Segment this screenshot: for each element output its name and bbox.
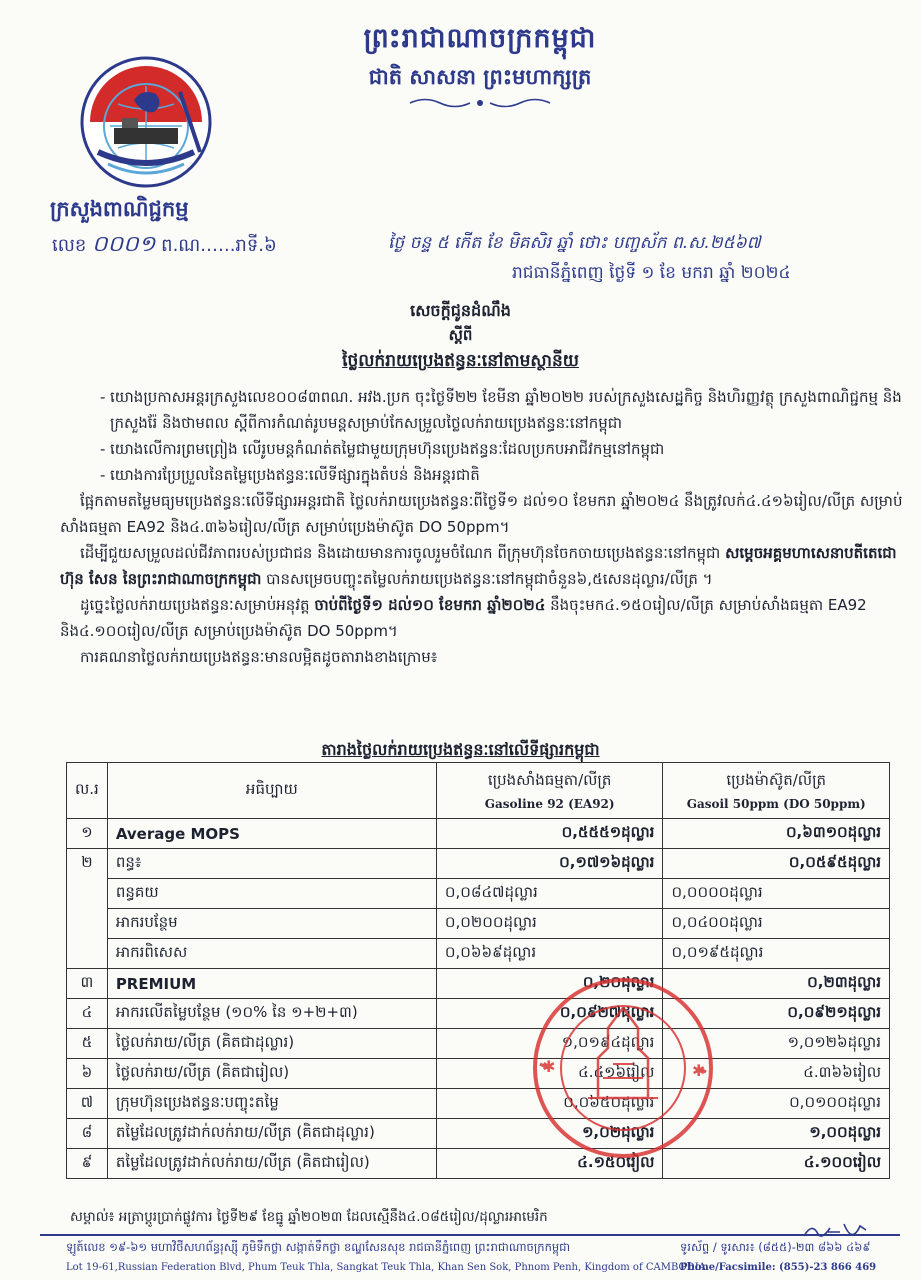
row-description: អាករលើតម្លៃបន្ថែម (១០% នៃ ១+២+៣) (107, 999, 436, 1029)
header-description: អធិប្បាយ (107, 763, 436, 819)
table-row (67, 1029, 890, 1059)
row-gasoline: ១,០២ដុល្លារ (436, 1119, 663, 1149)
table-row (67, 969, 890, 999)
paragraph-final-price (60, 592, 905, 644)
row-description: អាករពិសេស (107, 939, 436, 969)
reference-number (52, 230, 277, 262)
row-description: PREMIUM (107, 969, 436, 999)
reference-bullet: - យោងលើការព្រមព្រៀង លើរូបមន្តកំណត់តម្លៃជាមួយក្រុមហ៊ុនប្រេងឥន្ធនៈដែលប្រកបអាជីវកម្មនៅកម្ពុជា (100, 440, 665, 458)
table-row (67, 1059, 890, 1089)
bullet-text: យោងការប្រែប្រួលនៃតម្លៃប្រេងឥន្ធនៈលើទីផ្សារក្នុងតំបន់ និងអន្តរជាតិ (110, 466, 480, 484)
motto-heading: ជាតិ សាសនា ព្រះមហាក្សត្រ (368, 65, 592, 89)
header-diesel-km: ប្រេងម៉ាស៊ូត/លីត្រ (726, 770, 827, 789)
paragraph-discount (60, 540, 905, 592)
notice-body (60, 384, 905, 670)
row-diesel: ០,២៣ដុល្លារ (663, 969, 890, 999)
reference-suffix: ព.ណ.…..រាទី.៦ (161, 235, 277, 256)
row-description: Average MOPS (107, 819, 436, 849)
row-no-empty (67, 879, 108, 909)
row-description: ថ្លៃលក់រាយ/លីត្រ (គិតជាដុល្លារ) (107, 1029, 436, 1059)
row-no: ៩ (67, 1149, 108, 1179)
row-no: ៦ (67, 1059, 108, 1089)
row-description: តម្លៃដែលត្រូវដាក់លក់រាយ/លីត្រ (គិតជារៀល) (107, 1149, 436, 1179)
row-description: តម្លៃដែលត្រូវដាក់លក់រាយ/លីត្រ (គិតជាដុល្លារ) (107, 1119, 436, 1149)
row-gasoline: ០,០៨៤៧ដុល្លារ (436, 879, 663, 909)
paragraph-final-start: ដូច្នេះថ្លៃលក់រាយប្រេងឥន្ធនៈសម្រាប់អនុវត្ត (80, 596, 310, 614)
row-diesel: ០,០១៩៥ដុល្លារ (663, 939, 890, 969)
fuel-price-table (66, 762, 890, 1179)
row-description: ពន្ធ៖ (107, 849, 436, 879)
row-description: ក្រុមហ៊ុនប្រេងឥន្ធនៈបញ្ចុះតម្លៃ (107, 1089, 436, 1119)
place-and-date: រាជធានីភ្នំពេញ ថ្ងៃទី ១ ខែ មករា ឆ្នាំ ២០២៤ (512, 263, 791, 283)
footer-address-en: Lot 19-61,Russian Federation Blvd, Phum Teuk Thla, Sangkat Teuk Thla, Khan Sen Sok, Phnom Penh, Kingdom of CAMBODIA (66, 1262, 706, 1273)
row-diesel: ០,០១០០ដុល្លារ (663, 1089, 890, 1119)
notice-subject: ថ្លៃលក់រាយប្រេងឥន្ធនៈនៅតាមស្ថានីយ (342, 351, 579, 371)
table-row (67, 1119, 890, 1149)
bullet-text: យោងប្រកាសអន្តរក្រសួងលេខ០០៨៣ពណ. អវង.ប្រក ចុះថ្ងៃទី២២ ខែមីនា ឆ្នាំ២០២២ របស់ក្រសួងសេដ្ឋកិច្ច និងហិរញ្ញវត្ថុ ក្រសួងពាណិជ្ជកម្ម និងក្រសួងរ៉ែ និងថាមពល ស្ដីពីការកំណត់រូបមន្តសម្រាប់កែសម្រួលថ្លៃលក់រាយប្រេងឥន្ធនៈនៅកម្ពុជា (110, 388, 902, 432)
svg-text:✱: ✱ (692, 1061, 706, 1080)
row-diesel: ០,០៤០០ដុល្លារ (663, 909, 890, 939)
reference-prefix: លេខ (52, 235, 87, 256)
row-no: ៨ (67, 1119, 108, 1149)
table-row (67, 1089, 890, 1119)
row-diesel: ០,០៩២១ដុល្លារ (663, 999, 890, 1029)
row-gasoline: ០,៥៥៥១ដុល្លារ (436, 819, 663, 849)
reference-bullet: - យោងការប្រែប្រួលនៃតម្លៃប្រេងឥន្ធនៈលើទីផ្សារក្នុងតំបន់ និងអន្តរជាតិ (100, 466, 480, 484)
row-diesel: ០,០០០០ដុល្លារ (663, 879, 890, 909)
table-row (67, 1149, 890, 1179)
header-gasoline-en: Gasoline 92 (EA92) (484, 796, 615, 811)
row-gasoline: ៤.៤១៦រៀល (436, 1059, 663, 1089)
row-no: ១ (67, 819, 108, 849)
table-row (67, 819, 890, 849)
row-diesel: ០,៦៣១០ដុល្លារ (663, 819, 890, 849)
ministry-logo (76, 52, 216, 192)
footer-phone-km: ទូរស័ព្ទ / ទូរសារ៖ (៨៥៥)-២៣ ៨៦៦ ៤៦៩ (680, 1240, 871, 1254)
ornament-divider (405, 96, 555, 110)
table-row (67, 999, 890, 1029)
table-header-row (67, 763, 890, 819)
table-title: តារាងថ្លៃលក់រាយប្រេងឥន្ធនៈនៅលើទីផ្សារកម្ពុជា (321, 740, 600, 759)
row-gasoline: ០,០៦៦៩ដុល្លារ (436, 939, 663, 969)
row-no-empty (67, 939, 108, 969)
bullet-text: យោងលើការព្រមព្រៀង លើរូបមន្តកំណត់តម្លៃជាមួយក្រុមហ៊ុនប្រេងឥន្ធនៈដែលប្រកបអាជីវកម្មនៅកម្ពុជា (110, 440, 665, 458)
row-gasoline: ០,១៧១៦ដុល្លារ (436, 849, 663, 879)
row-no: ៧ (67, 1089, 108, 1119)
paragraph-market-price: ផ្អែកតាមតម្លៃមធ្យមប្រេងឥន្ធនៈលើទីផ្សារអន្តរជាតិ ថ្លៃលក់រាយប្រេងឥន្ធនៈពីថ្ងៃទី១ ដល់១០ ខែមករា ឆ្នាំ២០២៤ នឹងត្រូវលក់៤.៤១៦រៀល/លីត្រ សម្រាប់សាំងធម្មតា EA92 និង៤.៣៦៦រៀល/លីត្រ សម្រាប់ប្រេងម៉ាស៊ូត DO 50ppm។ (60, 492, 903, 536)
row-description: ថ្លៃលក់រាយ/លីត្រ (គិតជារៀល) (107, 1059, 436, 1089)
paragraph-discount-start: ដើម្បីជួយសម្រួលដល់ជីវភាពរបស់ប្រជាជន និងដោយមានការចូលរួមចំណែក ពីក្រុមហ៊ុនចែកចាយប្រេងឥន្ធនៈនៅកម្ពុជា (80, 544, 721, 562)
footer-address-km: ឡូត៍លេខ ១៩-៦១ មហាវិថីសហព័ន្ធរុស្ស៊ី ភូមិទឹកថ្លា សង្កាត់ទឹកថ្លា ខណ្ឌសែនសុខ រាជធានីភ្នំពេញ ព្រះរាជាណាចក្រកម្ពុជា (66, 1240, 571, 1254)
paragraph-final-bold: ចាប់ពីថ្ងៃទី១ ដល់១០ ខែមករា ឆ្នាំ២០២៤ (314, 596, 546, 614)
paragraph-discount-bold: សម្ដេចអគ្គមហាសេនាបតីតេជោ ហ៊ុន សែន នៃព្រះរាជាណាចក្រកម្ពុជា (60, 544, 897, 588)
notice-subject-label: ស្ដីពី (448, 326, 473, 344)
svg-text:✱: ✱ (542, 1057, 556, 1076)
footer-phone-en: Phone/Facsimile: (855)-23 866 469 (680, 1262, 877, 1273)
notice-title: សេចក្ដីជូនដំណឹង (410, 301, 511, 320)
ministry-name: ក្រសួងពាណិជ្ជកម្ម (50, 197, 189, 221)
header-diesel (663, 763, 890, 819)
paragraph-discount-end: បានសម្រេចបញ្ចុះតម្លៃលក់រាយប្រេងឥន្ធនៈនៅកម្ពុជាចំនួន៦,៥សេនដុល្លារ/លីត្រ ។ (266, 570, 713, 588)
header-diesel-en: Gasoil 50ppm (DO 50ppm) (686, 796, 866, 811)
row-no-empty (67, 909, 108, 939)
row-no: ២ (67, 849, 108, 879)
row-diesel: ៤.១០០រៀល (663, 1149, 890, 1179)
row-gasoline: ០,០២០០ដុល្លារ (436, 909, 663, 939)
header-gasoline-km: ប្រេងសាំងធម្មតា/លីត្រ (487, 770, 612, 789)
reference-number-value: ០០០១ (92, 232, 156, 257)
row-gasoline: ៤.១៥០រៀល (436, 1149, 663, 1179)
row-gasoline: ០,២០ដុល្លារ (436, 969, 663, 999)
row-diesel: ០,០៥៩៥ដុល្លារ (663, 849, 890, 879)
header-no: ល.រ (67, 763, 108, 819)
exchange-rate-note: សម្គាល់៖ អត្រាប្ដូរប្រាក់ផ្លូវការ ថ្ងៃទី២៩ ខែធ្នូ ឆ្នាំ២០២៣ ដែលស្មើនឹង៤.០៨៥រៀល/ដុល្លារអាមេរិក (70, 1209, 548, 1225)
row-gasoline: ១,០១៩៤ដុល្លារ (436, 1029, 663, 1059)
row-gasoline: ០,០៩២៧ដុល្លារ (436, 999, 663, 1029)
table-row (67, 909, 890, 939)
header-gasoline (436, 763, 663, 819)
row-description: ពន្ធគយ (107, 879, 436, 909)
paragraph-table-intro: ការគណនាថ្លៃលក់រាយប្រេងឥន្ធនៈមានលម្អិតដូចតារាងខាងក្រោម៖ (80, 648, 438, 666)
lunar-date: ថ្ងៃ ចន្ទ ៥ កើត ខែ មិគសិរ ឆ្នាំ ថោះ បញ្ចស័ក ព.ស.២៥៦៧ (388, 233, 761, 253)
paragraph-final-end: នឹងចុះមក៤.១៥០រៀល/លីត្រ សម្រាប់សាំងធម្មតា EA92 និង៤.១០០រៀល/លីត្រ សម្រាប់ប្រេងម៉ាស៊ូត DO 50ppm។ (60, 596, 867, 640)
official-seal-stamp (528, 968, 718, 1168)
row-diesel: ១,០១២៦ដុល្លារ (663, 1029, 890, 1059)
footer-divider (40, 1234, 900, 1236)
table-row (67, 939, 890, 969)
table-row (67, 849, 890, 879)
table-row (67, 879, 890, 909)
row-gasoline: ០,០៦៥០ដុល្លារ (436, 1089, 663, 1119)
row-no: ៤ (67, 999, 108, 1029)
row-description: អាករបន្ថែម (107, 909, 436, 939)
row-no: ៥ (67, 1029, 108, 1059)
row-diesel: ១,០០ដុល្លារ (663, 1119, 890, 1149)
row-no: ៣ (67, 969, 108, 999)
reference-bullet: - យោងប្រកាសអន្តរក្រសួងលេខ០០៨៣ពណ. អវង.ប្រក ចុះថ្ងៃទី២២ ខែមីនា ឆ្នាំ២០២២ របស់ក្រសួងសេដ្ឋកិច្ច និងហិរញ្ញវត្ថុ ក្រសួងពាណិជ្ជកម្ម និងក្រសួងរ៉ែ និងថាមពល ស្ដីពីការកំណត់រូបមន្តសម្រាប់កែសម្រួលថ្លៃលក់រាយប្រេងឥន្ធនៈនៅកម្ពុជា (100, 388, 902, 432)
kingdom-heading: ព្រះរាជាណាចក្រកម្ពុជា (363, 23, 597, 54)
row-diesel: ៤.៣៦៦រៀល (663, 1059, 890, 1089)
